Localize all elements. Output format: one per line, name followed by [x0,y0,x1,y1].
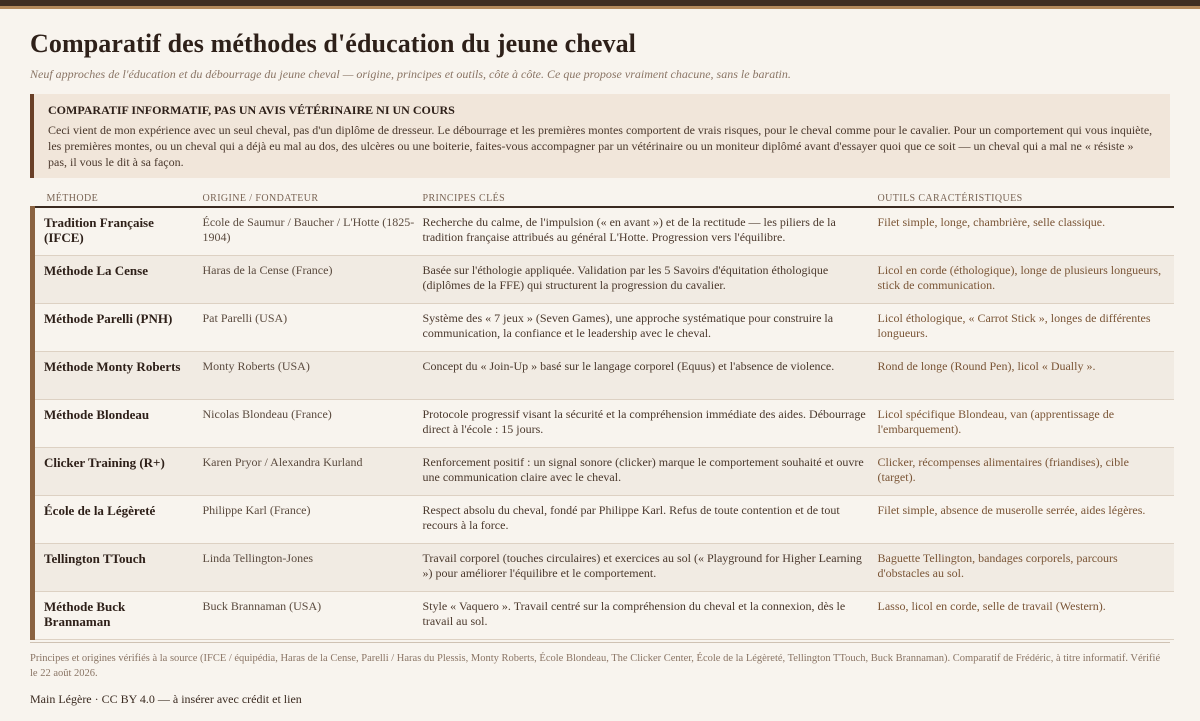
notice-title: COMPARATIF INFORMATIF, PAS UN AVIS VÉTÉRINAIRE NI UN COURS [48,103,455,117]
origin-cell: Nicolas Blondeau (France) [203,400,423,448]
origin-cell: Karen Pryor / Alexandra Kurland [203,448,423,496]
notice-body: Ceci vient de mon expérience avec un seul cheval, pas d'un diplôme de dresseur. Le débourrage et les premières montes comportent de vrais risques, pour le cheval comme pour le cavalier. Pour un comportement qui vous inquiète, les premières montes, ou un cheval qui a déjà eu mal au dos, des ulcères ou une boiterie, faites-vous accompagner par un vétérinaire ou un moniteur diplômé avant d'essayer quoi que ce soit — un cheval qui a mal ne « résiste » pas, il vous le dit à sa façon. [48,123,1153,169]
method-cell: École de la Légèreté [33,496,203,544]
footnote: Principes et origines vérifiés à la source (IFCE / équipédia, Haras de la Cense, Parelli / Haras du Plessis, Monty Roberts, École Blondeau, The Clicker Center, École de la Légèreté, Tellington TTouch, Buck Brannaman). Comparatif de Frédéric, à titre informatif. Vérifié le 22 août 2026. [30,642,1170,681]
page-subtitle: Neuf approches de l'éducation et du débourrage du jeune cheval — origine, principes et outils, côte à côte. Ce que propose vraiment chacune, sans le baratin. [30,67,791,81]
method-cell: Méthode Buck Brannaman [33,592,203,640]
principles-cell: Concept du « Join-Up » basé sur le langage corporel (Equus) et l'absence de violence. [423,352,878,400]
table-row [33,256,1174,304]
origin-cell: Haras de la Cense (France) [203,256,423,304]
origin-cell: Buck Brannaman (USA) [203,592,423,640]
table-row [33,496,1174,544]
comparison-table [30,184,1174,640]
method-cell: Tellington TTouch [33,544,203,592]
table-row [33,592,1174,640]
method-cell: Méthode La Cense [33,256,203,304]
origin-cell: Pat Parelli (USA) [203,304,423,352]
tools-cell: Licol en corde (éthologique), longe de plusieurs longueurs, stick de communication. [878,256,1174,304]
method-cell: Méthode Parelli (PNH) [33,304,203,352]
tools-cell: Clicker, récompenses alimentaires (friandises), cible (target). [878,448,1174,496]
method-cell: Clicker Training (R+) [33,448,203,496]
tools-cell: Baguette Tellington, bandages corporels, parcours d'obstacles au sol. [878,544,1174,592]
top-accent-bar [0,0,1200,9]
principles-cell: Travail corporel (touches circulaires) et exercices au sol (« Playground for Higher Learning ») pour améliorer l'équilibre et le comportement. [423,544,878,592]
principles-cell: Protocole progressif visant la sécurité et la compréhension immédiate des aides. Débourrage direct à l'école : 15 jours. [423,400,878,448]
tools-cell: Filet simple, longe, chambrière, selle classique. [878,207,1174,256]
principles-cell: Renforcement positif : un signal sonore (clicker) marque le comportement souhaité et ouvre une communication claire avec le cheval. [423,448,878,496]
table-row [33,207,1174,256]
header-method: MÉTHODE [33,184,203,207]
tools-cell: Rond de longe (Round Pen), licol « Dually ». [878,352,1174,400]
method-cell: Méthode Monty Roberts [33,352,203,400]
origin-cell: Philippe Karl (France) [203,496,423,544]
principles-cell: Respect absolu du cheval, fondé par Philippe Karl. Refus de toute contention et de tout recours à la force. [423,496,878,544]
table-row [33,544,1174,592]
principles-cell: Recherche du calme, de l'impulsion (« en avant ») et de la rectitude — les piliers de la tradition française attribués au général L'Hotte. Progression vers l'équilibre. [423,207,878,256]
origin-cell: École de Saumur / Baucher / L'Hotte (1825-1904) [203,207,423,256]
header-origin: ORIGINE / FONDATEUR [203,184,423,207]
tools-cell: Licol éthologique, « Carrot Stick », longes de différentes longueurs. [878,304,1174,352]
principles-cell: Style « Vaquero ». Travail centré sur la compréhension du cheval et la connexion, dès le travail au sol. [423,592,878,640]
page-content [0,29,1200,707]
credit-line: Main Légère · CC BY 4.0 — à insérer avec crédit et lien [30,692,302,706]
table-row [33,304,1174,352]
table-row [33,448,1174,496]
origin-cell: Monty Roberts (USA) [203,352,423,400]
method-cell: Tradition Française (IFCE) [33,207,203,256]
disclaimer-notice [30,94,1170,178]
page-title: Comparatif des méthodes d'éducation du jeune cheval [30,29,636,58]
principles-cell: Basée sur l'éthologie appliquée. Validation par les 5 Savoirs d'équitation éthologique (diplômes de la FFE) qui structurent la progression du cavalier. [423,256,878,304]
table-row [33,352,1174,400]
origin-cell: Linda Tellington-Jones [203,544,423,592]
principles-cell: Système des « 7 jeux » (Seven Games), une approche systématique pour construire la communication, la confiance et le leadership avec le cheval. [423,304,878,352]
tools-cell: Lasso, licol en corde, selle de travail (Western). [878,592,1174,640]
tools-cell: Licol spécifique Blondeau, van (apprentissage de l'embarquement). [878,400,1174,448]
header-principles: PRINCIPES CLÉS [423,184,878,207]
table-row [33,400,1174,448]
header-tools: OUTILS CARACTÉRISTIQUES [878,184,1174,207]
tools-cell: Filet simple, absence de muserolle serrée, aides légères. [878,496,1174,544]
table-header-row [33,184,1174,207]
method-cell: Méthode Blondeau [33,400,203,448]
